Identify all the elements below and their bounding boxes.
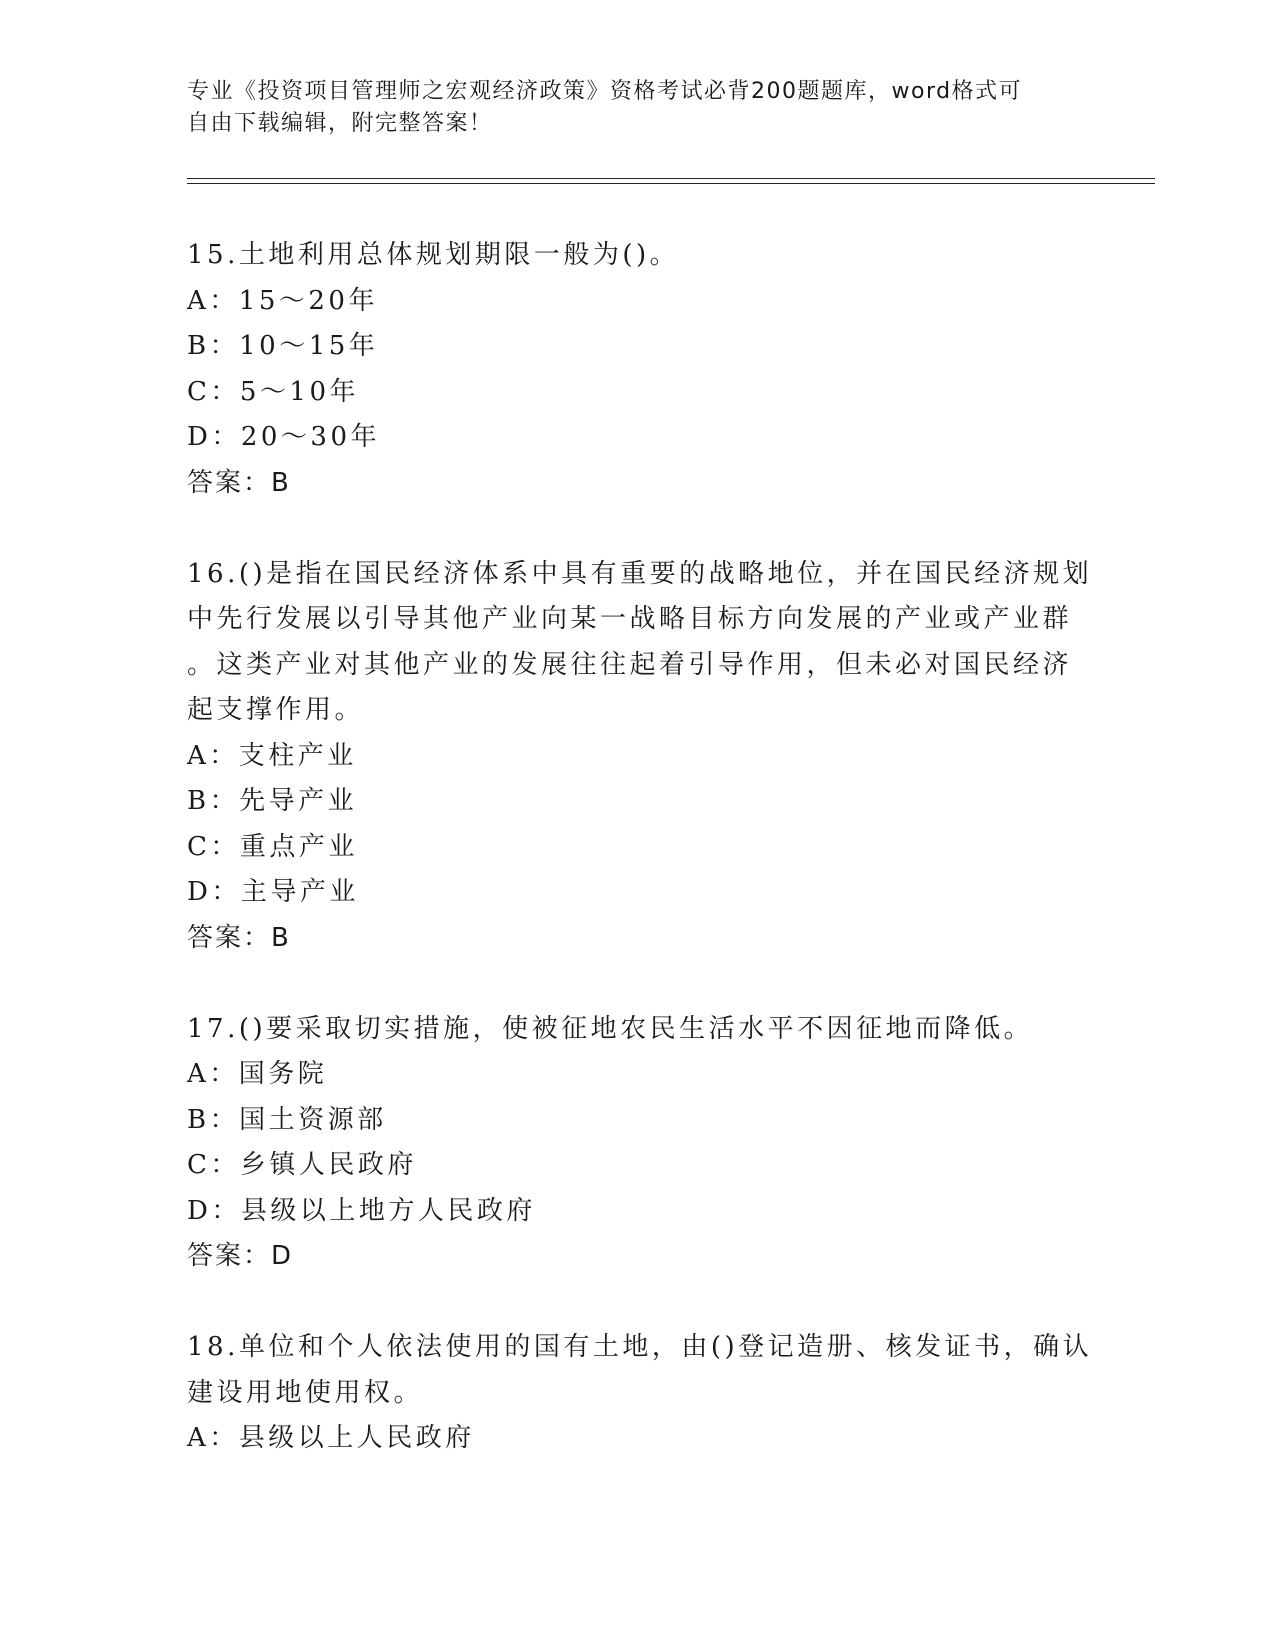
question-text: 中先行发展以引导其他产业向某一战略目标方向发展的产业或产业群 <box>187 604 1073 634</box>
question-list <box>187 233 1093 1462</box>
option-a: A：15～20年 <box>187 285 378 316</box>
option-d: D：主导产业 <box>187 877 359 907</box>
option-c: C：5～10年 <box>187 376 360 407</box>
question-18 <box>187 1325 1093 1462</box>
question-text: 17.()要采取切实措施，使被征地农民生活水平不因征地而降低。 <box>187 1013 1034 1044</box>
question-text: 建设用地使用权。 <box>187 1377 424 1408</box>
option-a: A：支柱产业 <box>187 740 357 771</box>
option-b: B：10～15年 <box>187 331 379 361</box>
option-a: A：国务院 <box>187 1059 328 1089</box>
option-d: D：20～30年 <box>187 422 381 452</box>
header-line: 专业《投资项目管理师之宏观经济政策》资格考试必背200题题库，word格式可 <box>187 79 1023 104</box>
answer-text: 答案：B <box>187 467 291 498</box>
option-c: C：重点产业 <box>187 831 358 862</box>
question-16 <box>187 552 1093 962</box>
document-header <box>187 76 1067 140</box>
option-b: B：国土资源部 <box>187 1104 387 1135</box>
answer-text: 答案：B <box>187 922 291 953</box>
header-divider-top <box>187 178 1155 179</box>
question-15 <box>187 233 1087 506</box>
question-text: 16.()是指在国民经济体系中具有重要的战略地位，并在国民经济规划 <box>187 558 1093 589</box>
question-text: 起支撑作用。 <box>187 695 365 725</box>
header-line: 自由下载编辑，附完整答案！ <box>187 111 493 136</box>
question-text: 15.土地利用总体规划期限一般为()。 <box>187 240 680 270</box>
answer-text: 答案：D <box>187 1241 294 1271</box>
spacer <box>187 1280 1087 1326</box>
spacer <box>187 961 1087 1007</box>
option-d: D：县级以上地方人民政府 <box>187 1195 536 1226</box>
header-divider-bottom <box>187 183 1155 184</box>
question-text: 。这类产业对其他产业的发展往往起着引导作用，但未必对国民经济 <box>187 649 1073 680</box>
question-17 <box>187 1007 1087 1280</box>
option-c: C：乡镇人民政府 <box>187 1150 417 1180</box>
option-b: B：先导产业 <box>187 786 358 816</box>
spacer <box>187 506 1087 552</box>
option-a: A：县级以上人民政府 <box>187 1423 475 1453</box>
question-text: 18.单位和个人依法使用的国有土地，由()登记造册、核发证书，确认 <box>187 1332 1093 1362</box>
